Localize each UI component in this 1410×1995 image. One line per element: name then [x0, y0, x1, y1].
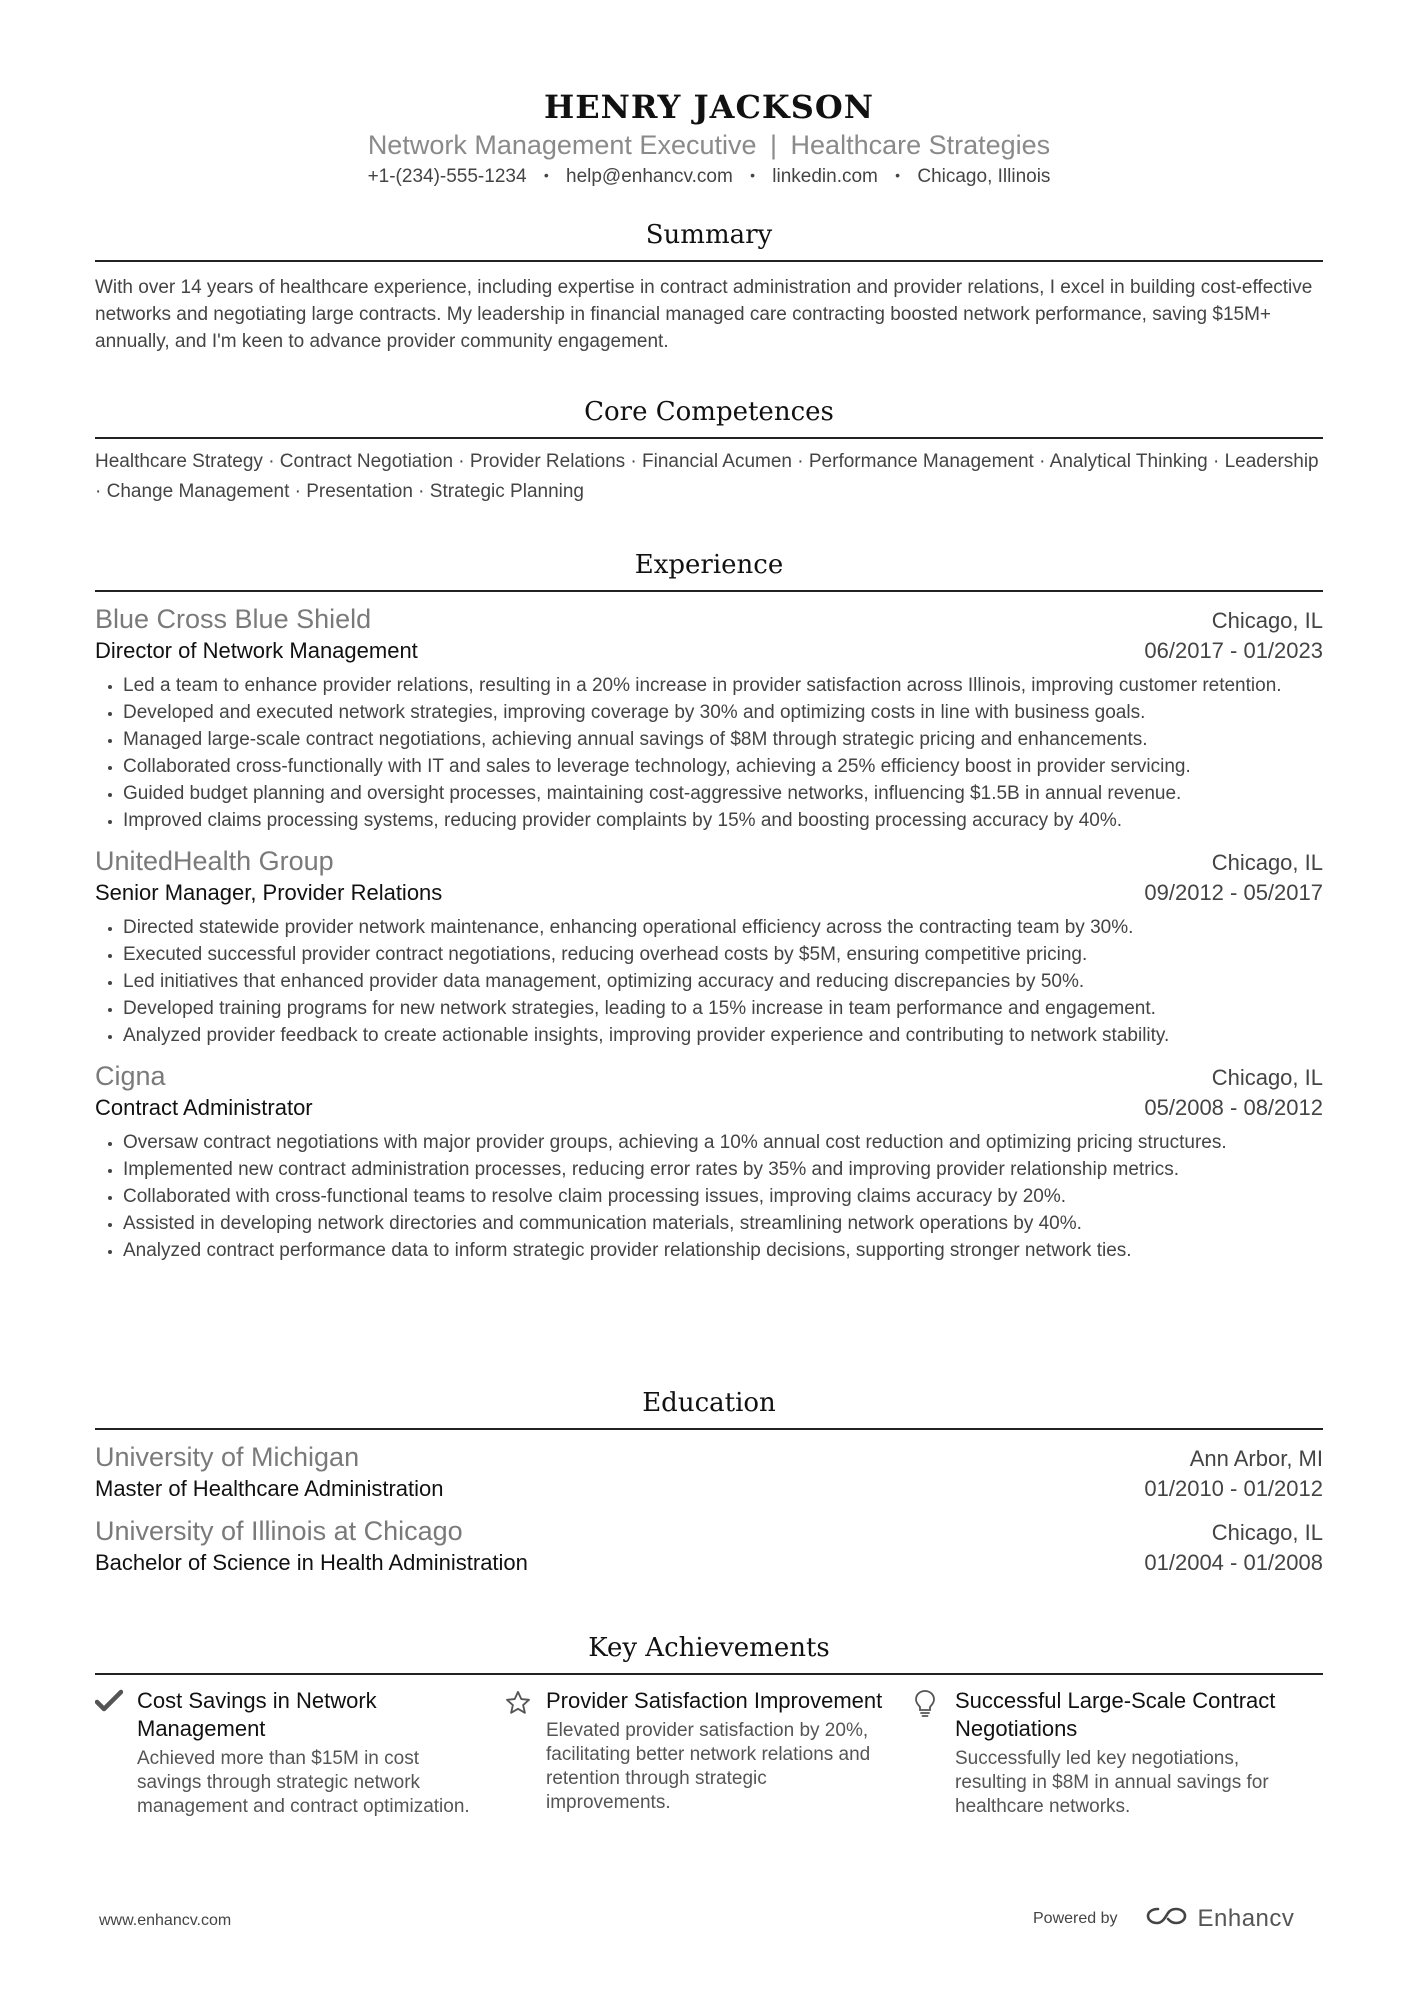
achievement-description: Achieved more than $15M in cost savings through strategic network management and contract optimization. [137, 1748, 470, 1817]
list-item: • Led a team to enhance provider relations, resulting in a 20% increase in provider satisfaction across Illinois, improving customer retention. [123, 672, 1323, 699]
degree: Master of Healthcare Administration [95, 1476, 444, 1501]
contact-phone: +1-(234)-555-1234 [367, 166, 527, 187]
contact-location: Chicago, Illinois [917, 166, 1051, 187]
title-primary: Network Management Executive [367, 130, 757, 160]
contact-line [95, 164, 1323, 190]
education-entry [95, 1440, 1323, 1504]
list-item: • Developed training programs for new network strategies, leading to a 15% increase in team performance and engagement. [123, 995, 1323, 1022]
education-dates: 01/2010 - 01/2012 [1144, 1476, 1323, 1501]
list-item: • Collaborated cross-functionally with IT and sales to leverage technology, achieving a 25% efficiency boost in provider servicing. [123, 753, 1323, 780]
lightbulb-icon [913, 1687, 955, 1819]
contact-separator: • [543, 167, 549, 183]
list-item: • Directed statewide provider network maintenance, enhancing operational efficiency across the contracting team by 30%. [123, 914, 1323, 941]
school-location: Chicago, IL [1211, 1520, 1323, 1545]
company-name: UnitedHealth Group [95, 846, 334, 876]
job-dates: 09/2012 - 05/2017 [1144, 880, 1323, 905]
title-secondary: Healthcare Strategies [790, 130, 1051, 160]
job-dates: 05/2008 - 08/2012 [1144, 1095, 1323, 1120]
education-dates: 01/2004 - 01/2008 [1144, 1550, 1323, 1575]
section-title-summary: Summary [95, 218, 1323, 262]
list-item: • Developed and executed network strategies, improving coverage by 30% and optimizing costs in line with business goals. [123, 699, 1323, 726]
job-location: Chicago, IL [1211, 608, 1323, 633]
achievements-section [95, 1631, 1323, 1819]
competences-text: Healthcare Strategy · Contract Negotiation · Provider Relations · Financial Acumen · Performance Management · Analytical Thinking · Leadership · Change Management · Presentation · Strategic Planning [95, 451, 1319, 502]
list-item: • Executed successful provider contract negotiations, reducing overhead costs by $5M, ensuring competitive pricing. [123, 941, 1323, 968]
list-item: • Improved claims processing systems, reducing provider complaints by 15% and boosting processing accuracy by 40%. [123, 807, 1323, 834]
list-item: • Assisted in developing network directories and communication materials, streamlining network operations by 40%. [123, 1210, 1323, 1237]
contact-separator: • [750, 167, 755, 183]
list-item: • Analyzed contract performance data to inform strategic provider relationship decisions, supporting stronger network ties. [123, 1237, 1323, 1264]
list-item: • Managed large-scale contract negotiations, achieving annual savings of $8M through strategic pricing and enhancements. [123, 726, 1323, 753]
job-bullets [95, 914, 1323, 1049]
footer-branding [1033, 1904, 1294, 1933]
job-location: Chicago, IL [1211, 850, 1323, 875]
footer-website[interactable]: www.enhancv.com [99, 1912, 232, 1929]
achievement-title: Successful Large-Scale Contract Negotiations [955, 1688, 1276, 1741]
achievement-title: Provider Satisfaction Improvement [546, 1688, 883, 1713]
summary-text: With over 14 years of healthcare experience, including expertise in contract administration and provider relations, I excel in building cost-effective networks and negotiating large contracts. My leadership in financial managed care contracting boosted network performance, saving $15M+ annually, and I'm keen to advance provider community engagement. [95, 277, 1313, 352]
title-separator: | [770, 130, 778, 160]
section-title-experience: Experience [95, 548, 1323, 592]
list-item: • Implemented new contract administration processes, reducing error rates by 35% and improving provider relationship metrics. [123, 1156, 1323, 1183]
powered-by-label: Powered by [1033, 1909, 1118, 1927]
resume-header [95, 0, 1323, 190]
job-bullets [95, 672, 1323, 834]
school-location: Ann Arbor, MI [1189, 1446, 1323, 1471]
check-icon [95, 1687, 137, 1819]
achievement-item [913, 1687, 1322, 1819]
achievement-description: Successfully led key negotiations, resulting in $8M in annual savings for healthcare networks. [955, 1748, 1269, 1817]
resume-page [95, 0, 1323, 1817]
achievements-list [95, 1687, 1323, 1819]
summary-section [95, 218, 1323, 355]
enhancv-logo-icon [1144, 1904, 1190, 1933]
job-bullets [95, 1129, 1323, 1264]
brand-name: Enhancv [1197, 1904, 1295, 1932]
candidate-title [95, 128, 1323, 162]
contact-email[interactable]: help@enhancv.com [566, 166, 733, 187]
section-title-competences: Core Competences [95, 395, 1323, 439]
achievement-item [504, 1687, 913, 1819]
candidate-name: HENRY JACKSON [544, 88, 874, 126]
company-name: Blue Cross Blue Shield [95, 604, 372, 634]
job-location: Chicago, IL [1211, 1065, 1323, 1090]
job-dates: 06/2017 - 01/2023 [1144, 638, 1323, 663]
achievement-item [95, 1687, 504, 1819]
school-name: University of Michigan [95, 1442, 360, 1472]
education-entry [95, 1514, 1323, 1578]
job-role: Senior Manager, Provider Relations [95, 880, 443, 905]
achievement-description: Elevated provider satisfaction by 20%, facilitating better network relations and retention through strategic improvements. [546, 1720, 871, 1813]
job-role: Director of Network Management [95, 638, 418, 663]
degree: Bachelor of Science in Health Administration [95, 1550, 528, 1575]
list-item: • Analyzed provider feedback to create actionable insights, improving provider experience and contributing to network stability. [123, 1022, 1323, 1049]
experience-entry [95, 844, 1323, 1049]
experience-section [95, 548, 1323, 1264]
education-section [95, 1386, 1323, 1578]
job-role: Contract Administrator [95, 1095, 313, 1120]
star-icon [504, 1687, 546, 1819]
contact-linkedin[interactable]: linkedin.com [772, 166, 878, 187]
contact-separator: • [895, 167, 901, 183]
list-item: • Oversaw contract negotiations with major provider groups, achieving a 10% annual cost reduction and optimizing pricing structures. [123, 1129, 1323, 1156]
list-item: • Collaborated with cross-functional teams to resolve claim processing issues, improving claims accuracy by 20%. [123, 1183, 1323, 1210]
competences-section [95, 395, 1323, 507]
list-item: • Led initiatives that enhanced provider data management, optimizing accuracy and reducing discrepancies by 50%. [123, 968, 1323, 995]
school-name: University of Illinois at Chicago [95, 1516, 463, 1546]
list-item: • Guided budget planning and oversight processes, maintaining cost-aggressive networks, influencing $1.5B in annual revenue. [123, 780, 1323, 807]
section-title-achievements: Key Achievements [95, 1631, 1323, 1675]
experience-entry [95, 602, 1323, 834]
achievement-title: Cost Savings in Network Management [137, 1688, 377, 1741]
section-title-education: Education [95, 1386, 1323, 1430]
experience-entry [95, 1059, 1323, 1264]
company-name: Cigna [95, 1061, 166, 1091]
